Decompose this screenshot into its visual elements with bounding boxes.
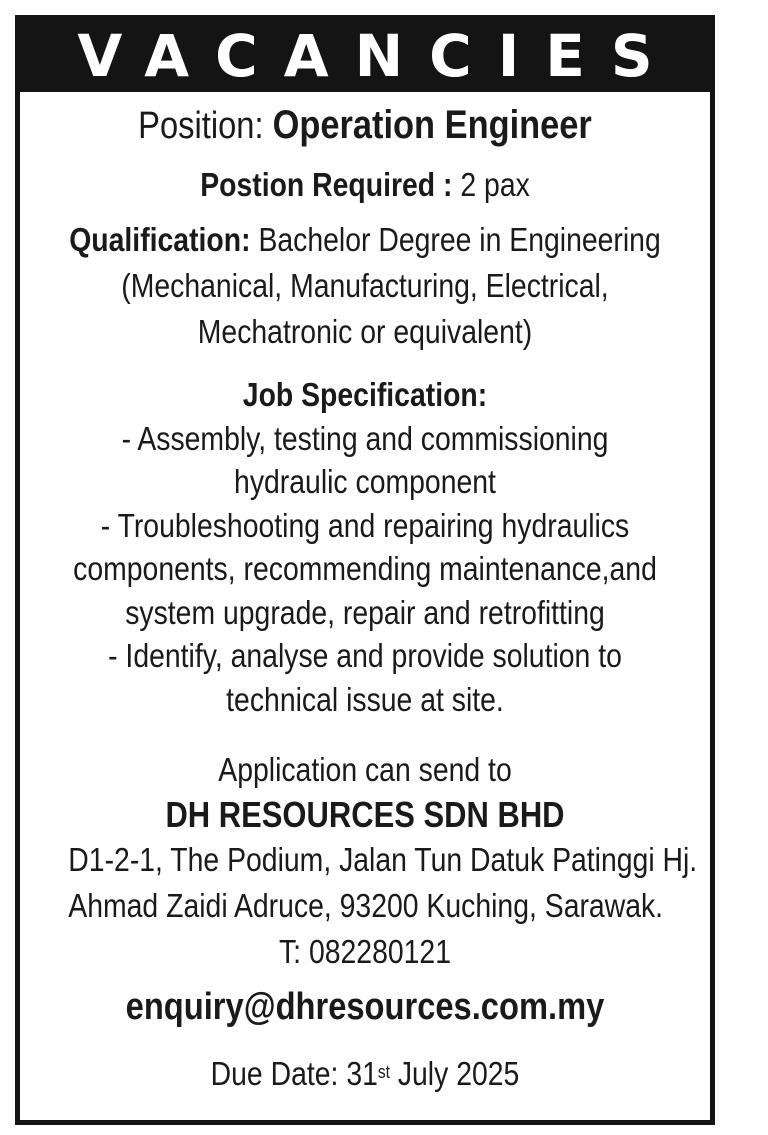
- position-label: Position:: [138, 105, 264, 147]
- position-value: Operation Engineer: [272, 103, 592, 147]
- job-spec-line: technical issue at site.: [226, 680, 504, 718]
- required-label: Postion Required :: [200, 166, 453, 203]
- due-date-ordinal: st: [377, 1062, 390, 1082]
- position-line: [68, 102, 661, 149]
- application-block: [68, 747, 698, 1031]
- due-date-rest: July 2025: [389, 1055, 520, 1092]
- vacancy-ad-frame: [15, 15, 715, 1125]
- address-line: Ahmad Zaidi Adruce, 93200 Kuching, Sarawak.: [68, 887, 664, 924]
- due-date-prefix: Due Date: 31: [210, 1055, 378, 1092]
- qualification-line: [68, 217, 661, 263]
- job-spec-line: components, recommending maintenance,and: [73, 550, 657, 587]
- job-specification-block: [68, 373, 661, 721]
- application-intro: Application can send to: [218, 751, 512, 788]
- qualification-text: Mechatronic or equivalent): [197, 313, 533, 350]
- qualification-text: Bachelor Degree in Engineering: [258, 221, 661, 258]
- job-spec-line: - Assembly, testing and commissioning: [121, 419, 609, 457]
- job-spec-line: - Troubleshooting and repairing hydraulics: [100, 506, 630, 544]
- qualification-label: Qualification:: [69, 221, 251, 258]
- address-line: D1-2-1, The Podium, Jalan Tun Datuk Patinggi Hj.: [68, 841, 698, 878]
- required-value: 2 pax: [460, 166, 530, 203]
- phone-number: T: 082280121: [278, 933, 451, 970]
- job-spec-line: system upgrade, repair and retrofitting: [125, 593, 605, 631]
- qualification-text: (Mechanical, Manufacturing, Electrical,: [121, 267, 609, 304]
- email-address[interactable]: enquiry@dhresources.com.my: [125, 986, 605, 1028]
- company-name: DH RESOURCES SDN BHD: [165, 794, 565, 835]
- banner-title: VACANCIES: [77, 22, 679, 90]
- job-specification-heading: Job Specification:: [242, 376, 488, 413]
- ad-content: [68, 102, 698, 1097]
- qualification-block: [68, 217, 661, 355]
- due-date: [68, 1051, 661, 1097]
- job-spec-line: hydraulic component: [234, 463, 496, 500]
- vacancies-banner: [20, 20, 710, 92]
- job-spec-line: - Identify, analyse and provide solution to: [108, 637, 622, 674]
- required-line: [68, 165, 661, 205]
